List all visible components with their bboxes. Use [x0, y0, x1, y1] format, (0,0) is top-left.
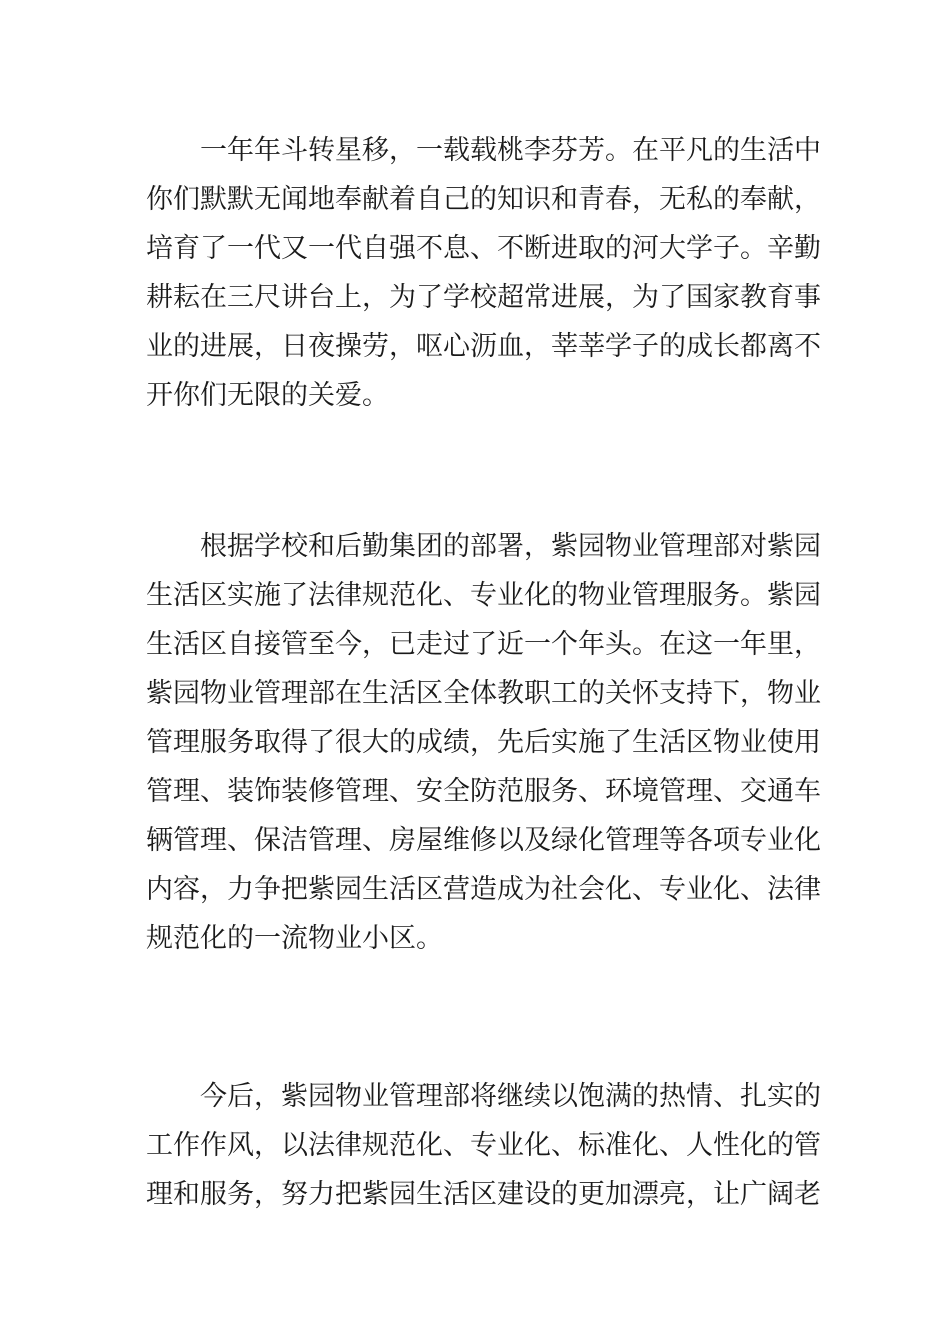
text-line: 生活区实施了法律规范化、专业化的物业管理服务。紫园 [146, 580, 821, 611]
paragraph-1 [146, 126, 821, 420]
text-line: 你们默默无闻地奉献着自己的知识和青春，无私的奉献， [146, 184, 821, 215]
text-line: 辆管理、保洁管理、房屋维修以及绿化管理等各项专业化 [146, 825, 821, 856]
paragraph-3 [146, 1072, 821, 1219]
text-line: 培育了一代又一代自强不息、不断进取的河大学子。辛勤 [146, 233, 821, 264]
text-line: 规范化的一流物业小区。 [146, 923, 443, 954]
text-line: 业的进展，日夜操劳，呕心沥血，莘莘学子的成长都离不 [146, 331, 821, 362]
text-line: 理和服务，努力把紫园生活区建设的更加漂亮，让广阔老 [146, 1179, 821, 1210]
text-line: 一年年斗转星移，一载载桃李芬芳。在平凡的生活中 [200, 135, 821, 166]
text-line: 生活区自接管至今，已走过了近一个年头。在这一年里， [146, 629, 821, 660]
text-line: 紫园物业管理部在生活区全体教职工的关怀支持下，物业 [146, 678, 821, 709]
text-line: 根据学校和后勤集团的部署，紫园物业管理部对紫园 [200, 531, 821, 562]
text-line: 开你们无限的关爱。 [146, 380, 389, 411]
text-line: 耕耘在三尺讲台上，为了学校超常进展，为了国家教育事 [146, 282, 821, 313]
paragraph-2 [146, 522, 821, 963]
text-line: 管理服务取得了很大的成绩，先后实施了生活区物业使用 [146, 727, 821, 758]
text-line: 内容，力争把紫园生活区营造成为社会化、专业化、法律 [146, 874, 821, 905]
text-line: 工作作风，以法律规范化、专业化、标准化、人性化的管 [146, 1130, 821, 1161]
text-line: 管理、装饰装修管理、安全防范服务、环境管理、交通车 [146, 776, 821, 807]
text-line: 今后，紫园物业管理部将继续以饱满的热情、扎实的 [200, 1081, 821, 1112]
